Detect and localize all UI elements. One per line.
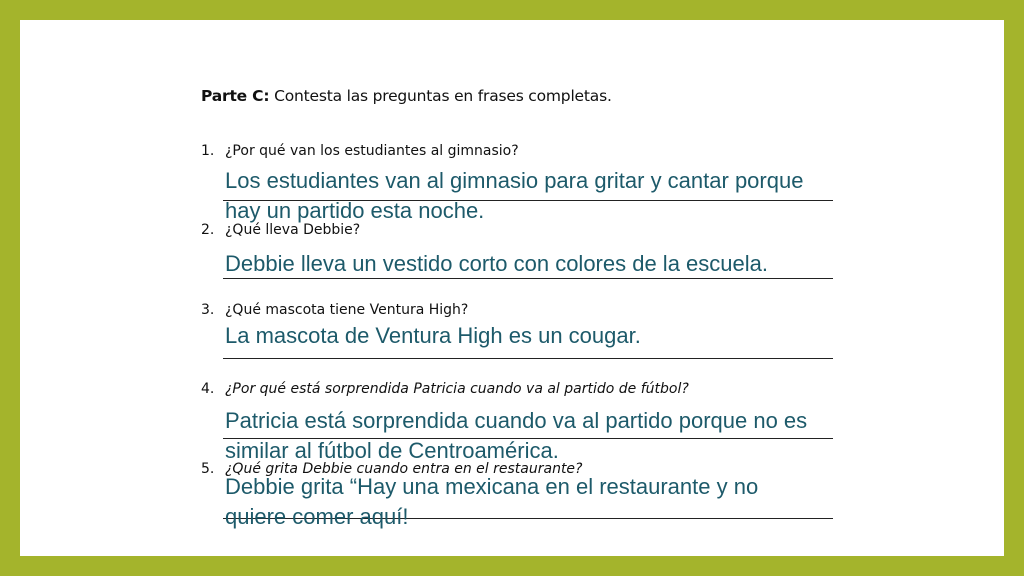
question-number: 5. [201, 461, 215, 477]
answer-3: La mascota de Ventura High es un cougar. [225, 323, 641, 348]
question-text: ¿Por qué van los estudiantes al gimnasio? [225, 143, 519, 159]
question-number: 4. [201, 381, 215, 397]
question-1 [201, 143, 519, 159]
answer-1: Los estudiantes van al gimnasio para gritar y cantar porque hay un partido esta noche. [225, 168, 804, 223]
heading-text: Contesta las preguntas en frases completas. [274, 87, 612, 105]
question-number: 3. [201, 302, 215, 318]
question-number: 2. [201, 222, 215, 238]
question-text: ¿Qué mascota tiene Ventura High? [225, 302, 469, 318]
answer-4: Patricia está sorprendida cuando va al partido porque no es similar al fútbol de Centroamérica. [225, 408, 808, 463]
worksheet-heading [201, 87, 612, 105]
heading-label: Parte C: [201, 87, 270, 105]
question-text: ¿Qué lleva Debbie? [225, 222, 361, 238]
answer-5: Debbie grita “Hay una mexicana en el restaurante y no quiere comer aquí! [225, 474, 759, 529]
answer-line [223, 358, 833, 359]
question-number: 1. [201, 143, 215, 159]
answer-2: Debbie lleva un vestido corto con colores de la escuela. [225, 251, 768, 276]
question-text: ¿Qué grita Debbie cuando entra en el restaurante? [225, 461, 583, 477]
slide [20, 20, 1004, 556]
question-text: ¿Por qué está sorprendida Patricia cuando va al partido de fútbol? [225, 381, 689, 397]
question-4 [201, 381, 689, 397]
question-3 [201, 302, 468, 318]
